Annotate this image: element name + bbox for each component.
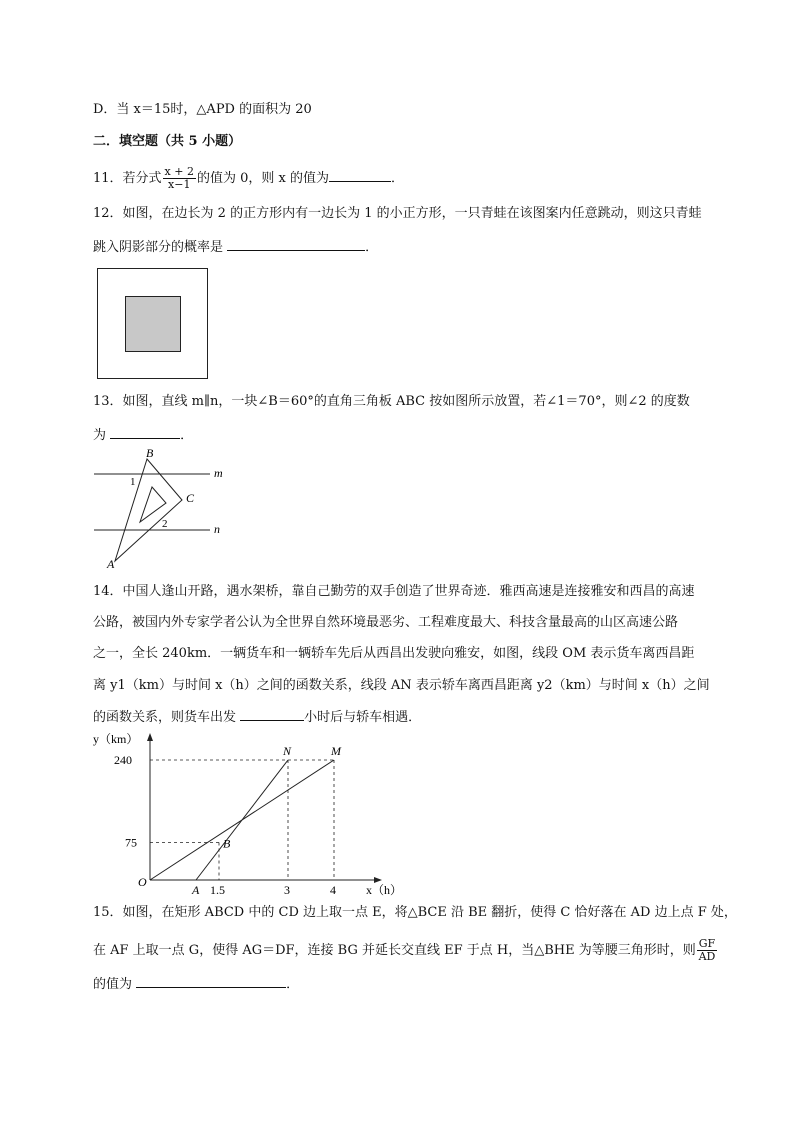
q14-line1: 14．中国人逢山开路，遇水架桥，靠自己勤劳的双手创造了世界奇迹．雅西高速是连接雅安和西昌的高速 (93, 584, 695, 599)
angle-2-label: 2 (162, 518, 168, 530)
q15-line2 (93, 938, 718, 963)
q13-line1: 13．如图，直线 m∥n，一块∠B＝60°的直角三角板 ABC 按如图所示放置，若∠1＝70°，则∠2 的度数 (93, 394, 690, 409)
q11-answer-blank[interactable] (329, 169, 391, 182)
q14-line2: 公路，被国内外专家学者公认为全世界自然环境最恶劣、工程难度最大、科技含量最高的山区高速公路 (93, 615, 679, 630)
q11-end: ． (390, 171, 404, 186)
point-label-m: M (331, 744, 341, 758)
q14-line5-b: 小时后与轿车相遇． (304, 710, 422, 725)
q15-numerator: GF (698, 937, 716, 950)
q15-line3 (93, 975, 299, 994)
point-label-a: A (192, 883, 200, 897)
q12-line2 (93, 238, 378, 257)
triangle-inner (140, 487, 166, 522)
q11-fraction (163, 166, 196, 191)
q13-end: ． (180, 428, 194, 443)
q15-fraction (697, 938, 717, 963)
x-tick-label: 4 (330, 883, 336, 897)
point-label-n: N (283, 744, 292, 758)
angle-1-label: 1 (130, 476, 136, 488)
q12-end: ． (365, 240, 379, 255)
q11-prefix: 11．若分式 (93, 171, 162, 186)
y-axis-arrow (147, 733, 153, 741)
q14-line3: 之一，全长 240km．一辆货车和一辆轿车先后从西昌出发驶向雅安，如图，线段 OM 表示货车离西昌距 (93, 646, 695, 661)
q13-triangle-figure (90, 445, 240, 570)
q12-line2-text: 跳入阴影部分的概率是 (93, 240, 224, 255)
q14-answer-blank[interactable] (240, 708, 304, 721)
label-n: n (214, 522, 220, 536)
label-B: B (146, 446, 154, 460)
series-line-an (196, 760, 288, 880)
q10-option-d: D．当 x＝15时，△APD 的面积为 20 (93, 102, 312, 117)
q15-end: ． (286, 977, 300, 992)
q11-denominator: x−1 (168, 178, 191, 191)
q11-suffix: 的值为 0，则 x 的值为 (196, 171, 329, 186)
label-C: C (186, 491, 195, 505)
x-tick-label: 3 (284, 883, 290, 897)
q12-answer-blank[interactable] (227, 238, 365, 251)
q11 (93, 166, 404, 191)
q14-distance-time-chart (90, 728, 403, 898)
x-axis-label: x（h） (366, 883, 403, 897)
y-tick-label: 240 (114, 753, 132, 767)
q15-line3-text: 的值为 (93, 977, 133, 992)
point-label-b: B (223, 836, 231, 851)
q15-denominator: AD (698, 950, 716, 963)
q15-line2-text: 在 AF 上取一点 G，使得 AG＝DF，连接 BG 并延长交直线 EF 于点 H，当△BHE 为等腰三角形时，则 (93, 943, 696, 958)
label-m: m (214, 466, 223, 480)
q15-answer-blank[interactable] (136, 975, 286, 988)
q15-line1: 15．如图，在矩形 ABCD 中的 CD 边上取一点 E，将△BCE 沿 BE 翻折，使得 C 恰好落在 AD 边上点 F 处， (93, 905, 737, 920)
q12-square-figure (97, 268, 209, 380)
q12-line1: 12．如图，在边长为 2 的正方形内有一边长为 1 的小正方形，一只青蛙在该图案内任意跳动，则这只青蛙 (93, 206, 702, 221)
q11-numerator: x + 2 (164, 165, 194, 178)
x-tick-label: 1.5 (210, 883, 225, 897)
q13-line2 (93, 426, 193, 445)
q13-answer-blank[interactable] (110, 426, 180, 439)
point-label-o: O (138, 875, 147, 889)
y-axis-label: y（km） (93, 732, 139, 746)
q14-line5-a: 的函数关系，则货车出发 (93, 710, 237, 725)
chart-axes (93, 732, 402, 897)
q14-line5 (93, 708, 421, 727)
q13-line2-text: 为 (93, 428, 107, 443)
q14-line4: 离 y1（km）与时间 x（h）之间的函数关系，线段 AN 表示轿车离西昌距离 y2（km）与时间 x（h）之间 (93, 678, 710, 693)
shaded-inner-square (126, 297, 181, 352)
section-heading: 二．填空题（共 5 小题） (93, 134, 242, 149)
y-tick-label: 75 (125, 835, 137, 850)
label-A: A (107, 557, 115, 571)
